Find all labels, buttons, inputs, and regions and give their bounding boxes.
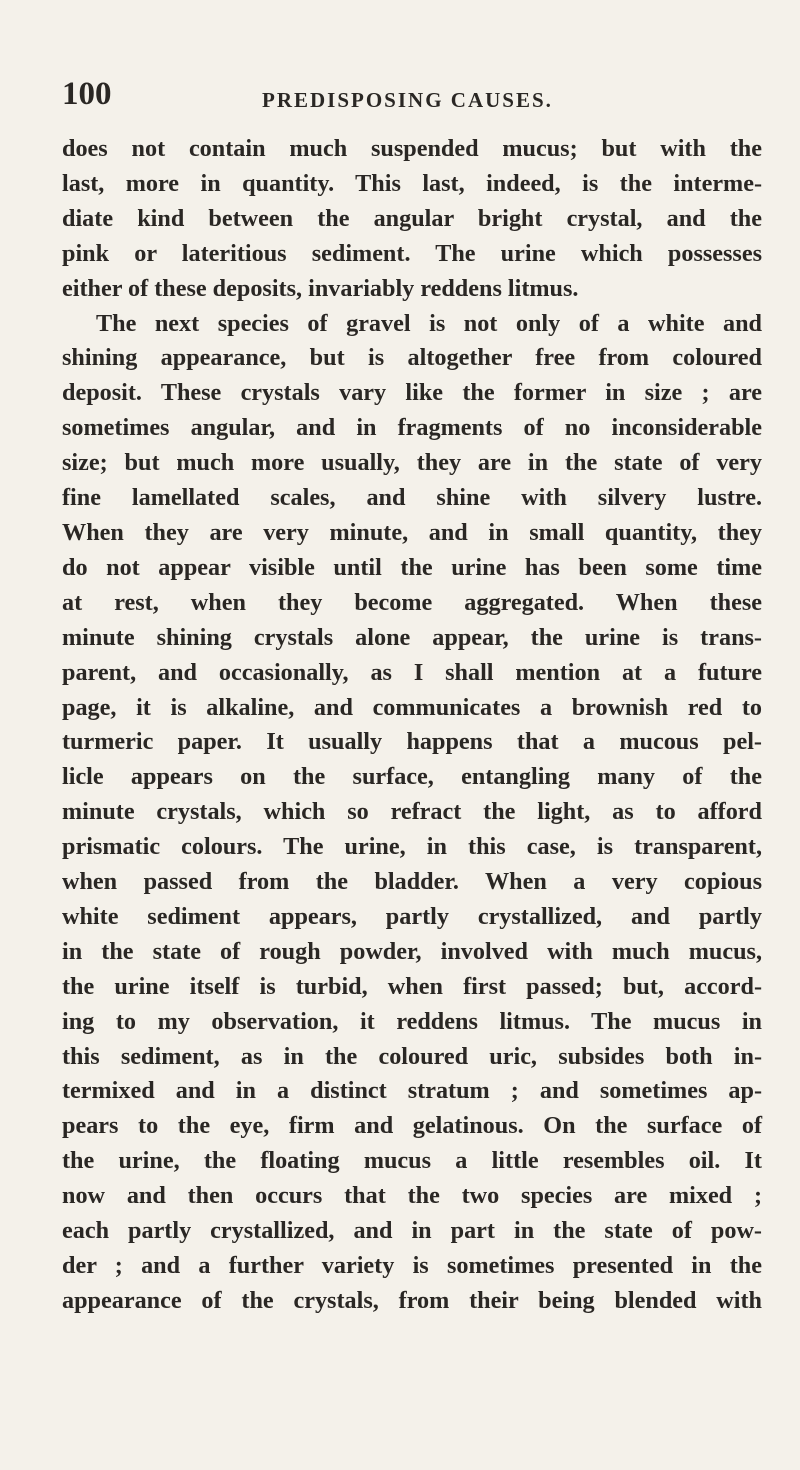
text-line: sometimes angular, and in fragments of no inconsiderable [62,414,762,442]
text-line: does not contain much suspended mucus; but with the [62,135,762,162]
text-line: the urine, the floating mucus a little resembles oil. It [62,1147,762,1175]
page-header [62,76,752,116]
text-line: minute crystals, which so refract the light, as to afford [62,798,762,826]
text-line: The next species of gravel is not only of a white and [96,309,762,337]
text-line: diate kind between the angular bright crystal, and the [62,204,762,232]
text-line: this sediment, as in the coloured uric, subsides both in- [62,1042,762,1070]
text-line: fine lamellated scales, and shine with silvery lustre. [62,484,762,512]
text-line: parent, and occasionally, as I shall mention at a future [62,658,762,686]
text-line: turmeric paper. It usually happens that a mucous pel- [62,728,762,756]
text-line: licle appears on the surface, entangling many of the [62,763,762,791]
text-line: white sediment appears, partly crystallized, and partly [62,902,762,930]
running-head: PREDISPOSING CAUSES. [262,88,553,112]
text-line: pink or lateritious sediment. The urine which possesses [62,239,762,267]
text-line: pears to the eye, firm and gelatinous. On the surface of [62,1112,762,1140]
text-line: prismatic colours. The urine, in this case, is transparent, [62,833,762,861]
page-number: 100 [62,76,112,112]
text-line: ing to my observation, it reddens litmus. The mucus in [62,1007,762,1035]
text-line: appearance of the crystals, from their being blended with [62,1286,762,1314]
text-line: shining appearance, but is altogether free from coloured [62,344,762,372]
text-line: either of these deposits, invariably reddens litmus. [62,274,579,302]
text-line: deposit. These crystals vary like the former in size ; are [62,379,762,407]
text-line: in the state of rough powder, involved with much mucus, [62,937,762,965]
text-line: each partly crystallized, and in part in the state of pow- [62,1217,762,1245]
text-line: termixed and in a distinct stratum ; and sometimes ap- [62,1077,762,1105]
text-line: last, more in quantity. This last, indeed, is the interme- [62,169,762,197]
text-line: at rest, when they become aggregated. When these [62,588,762,616]
text-line: size; but much more usually, they are in the state of very [62,449,762,477]
text-line: page, it is alkaline, and communicates a brownish red to [62,693,762,721]
body-text [62,132,762,1319]
text-line: minute shining crystals alone appear, the urine is trans- [62,623,762,651]
text-line: do not appear visible until the urine has been some time [62,553,762,581]
text-line: der ; and a further variety is sometimes presented in the [62,1252,762,1279]
text-line: the urine itself is turbid, when first passed; but, accord- [62,972,762,1000]
text-line: now and then occurs that the two species are mixed ; [62,1182,762,1210]
text-line: when passed from the bladder. When a very copious [62,868,762,896]
text-line: When they are very minute, and in small quantity, they [62,518,762,546]
